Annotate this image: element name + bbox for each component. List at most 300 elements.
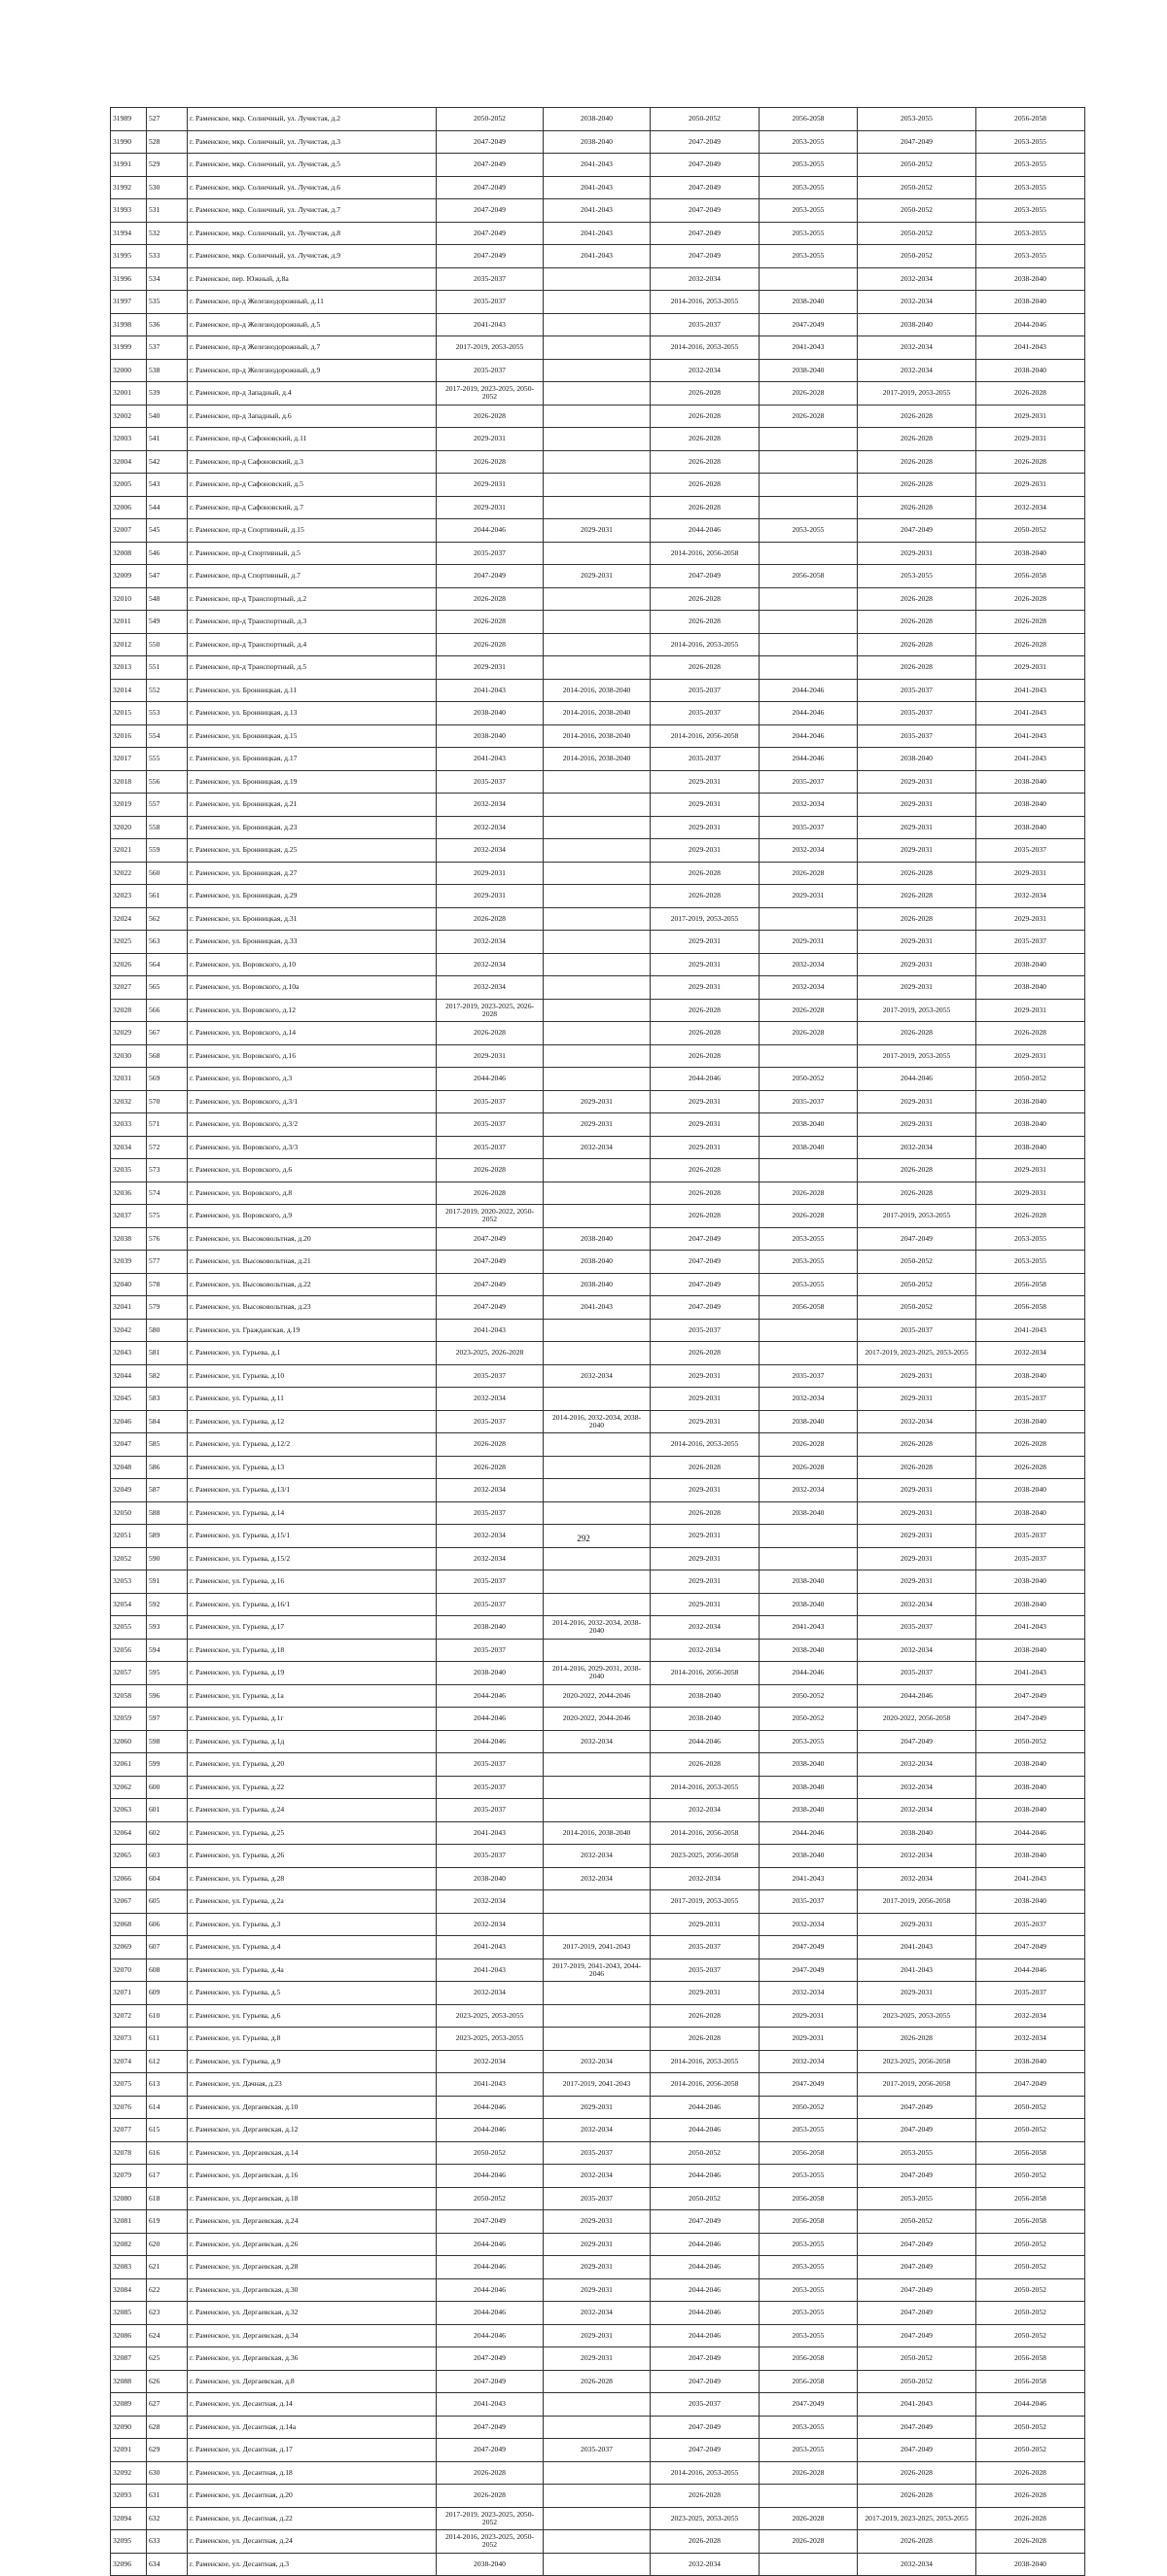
address-cell: г. Раменское, пр-д Сафоновский, д.3	[188, 450, 437, 474]
period-3-cell: 2026-2028	[651, 428, 760, 451]
period-4-cell: 2041-2043	[760, 1867, 858, 1890]
period-3-cell: 2032-2034	[651, 1639, 760, 1662]
period-4-cell: 2038-2040	[760, 1593, 858, 1616]
address-cell: г. Раменское, пр-д Западный, д.6	[188, 405, 437, 428]
period-5-cell: 2026-2028	[858, 587, 976, 611]
period-5-cell: 2032-2034	[858, 1776, 976, 1799]
building-number-cell: 584	[147, 1410, 188, 1433]
table-row	[111, 1044, 1085, 1068]
period-2-cell	[544, 382, 651, 406]
period-5-cell: 2029-2031	[858, 931, 976, 954]
period-1-cell: 2032-2034	[437, 794, 544, 817]
building-number-cell: 552	[147, 679, 188, 702]
table-row	[111, 816, 1085, 839]
period-2-cell	[544, 1182, 651, 1205]
address-cell: г. Раменское, ул. Бронницкая, д.15	[188, 724, 437, 748]
period-6-cell: 2041-2043	[976, 679, 1085, 702]
period-3-cell: 2035-2037	[651, 313, 760, 336]
row-number-cell: 32039	[111, 1251, 147, 1274]
period-5-cell: 2029-2031	[858, 1479, 976, 1502]
period-4-cell: 2032-2034	[760, 1913, 858, 1936]
building-number-cell: 567	[147, 1022, 188, 1045]
row-number-cell: 32094	[111, 2507, 147, 2530]
schedule-table-container	[110, 107, 1084, 2576]
period-6-cell: 2038-2040	[976, 1364, 1085, 1388]
period-2-cell: 2020-2022, 2044-2046	[544, 1708, 651, 1731]
period-5-cell: 2050-2052	[858, 2347, 976, 2371]
period-4-cell	[760, 633, 858, 656]
period-1-cell: 2038-2040	[437, 1616, 544, 1640]
table-row	[111, 336, 1085, 360]
period-5-cell: 2029-2031	[858, 1364, 976, 1388]
period-4-cell: 2032-2034	[760, 1479, 858, 1502]
row-number-cell: 32015	[111, 702, 147, 725]
address-cell: г. Раменское, мкр. Солнечный, ул. Лучистая, д.2	[188, 108, 437, 131]
address-cell: г. Раменское, ул. Дергаевская, д.28	[188, 2256, 437, 2279]
period-6-cell: 2026-2028	[976, 2461, 1085, 2485]
period-4-cell: 2053-2055	[760, 1730, 858, 1753]
period-5-cell: 2026-2028	[858, 1159, 976, 1182]
address-cell: г. Раменское, ул. Бронницкая, д.11	[188, 679, 437, 702]
period-6-cell: 2053-2055	[976, 154, 1085, 177]
table-row	[111, 565, 1085, 588]
address-cell: г. Раменское, ул. Дергаевская, д.8	[188, 2370, 437, 2393]
period-2-cell	[544, 1890, 651, 1914]
building-number-cell: 630	[147, 2461, 188, 2485]
building-number-cell: 558	[147, 816, 188, 839]
building-number-cell: 625	[147, 2347, 188, 2371]
period-6-cell: 2035-2037	[976, 1547, 1085, 1570]
period-4-cell: 2032-2034	[760, 1982, 858, 2005]
building-number-cell: 610	[147, 2004, 188, 2028]
address-cell: г. Раменское, ул. Десантная, д.20	[188, 2485, 437, 2508]
period-3-cell: 2014-2016, 2053-2055	[651, 633, 760, 656]
period-3-cell: 2029-2031	[651, 1525, 760, 1548]
address-cell: г. Раменское, ул. Гурьева, д.11	[188, 1388, 437, 1411]
period-6-cell: 2035-2037	[976, 1913, 1085, 1936]
period-4-cell: 2053-2055	[760, 2278, 858, 2302]
period-4-cell: 2038-2040	[760, 1570, 858, 1594]
building-number-cell: 601	[147, 1799, 188, 1822]
address-cell: г. Раменское, мкр. Солнечный, ул. Лучистая, д.6	[188, 176, 437, 199]
building-number-cell: 577	[147, 1251, 188, 1274]
address-cell: г. Раменское, ул. Десантная, д.14а	[188, 2416, 437, 2439]
period-3-cell: 2047-2049	[651, 2439, 760, 2462]
period-3-cell: 2047-2049	[651, 2347, 760, 2371]
period-3-cell: 2035-2037	[651, 702, 760, 725]
period-4-cell: 2053-2055	[760, 519, 858, 543]
address-cell: г. Раменское, ул. Гурьева, д.18	[188, 1639, 437, 1662]
period-1-cell: 2029-2031	[437, 862, 544, 885]
building-number-cell: 527	[147, 108, 188, 131]
building-number-cell: 609	[147, 1982, 188, 2005]
table-row	[111, 428, 1085, 451]
address-cell: г. Раменское, ул. Десантная, д.24	[188, 2530, 437, 2554]
period-1-cell: 2017-2019, 2053-2055	[437, 336, 544, 360]
period-5-cell: 2050-2052	[858, 245, 976, 268]
period-2-cell	[544, 405, 651, 428]
period-5-cell: 2050-2052	[858, 154, 976, 177]
period-4-cell: 2038-2040	[760, 1776, 858, 1799]
address-cell: г. Раменское, ул. Дергаевская, д.12	[188, 2119, 437, 2142]
period-5-cell: 2038-2040	[858, 313, 976, 336]
building-number-cell: 615	[147, 2119, 188, 2142]
period-4-cell: 2032-2034	[760, 953, 858, 976]
period-2-cell: 2014-2016, 2038-2040	[544, 679, 651, 702]
period-5-cell: 2017-2019, 2023-2025, 2053-2055	[858, 1342, 976, 1365]
building-number-cell: 581	[147, 1342, 188, 1365]
address-cell: г. Раменское, ул. Гурьева, д.20	[188, 1753, 437, 1777]
table-row	[111, 931, 1085, 954]
period-5-cell: 2017-2019, 2056-2058	[858, 2073, 976, 2097]
building-number-cell: 587	[147, 1479, 188, 1502]
address-cell: г. Раменское, ул. Высоковольтная, д.20	[188, 1227, 437, 1251]
building-number-cell: 553	[147, 702, 188, 725]
building-number-cell: 623	[147, 2302, 188, 2325]
table-row	[111, 724, 1085, 748]
period-2-cell	[544, 931, 651, 954]
table-row	[111, 245, 1085, 268]
period-2-cell	[544, 611, 651, 634]
table-row	[111, 1342, 1085, 1365]
address-cell: г. Раменское, ул. Гурьева, д.8	[188, 2028, 437, 2051]
table-row	[111, 405, 1085, 428]
address-cell: г. Раменское, ул. Бронницкая, д.29	[188, 885, 437, 908]
address-cell: г. Раменское, ул. Гурьева, д.1д	[188, 1730, 437, 1753]
table-row	[111, 1273, 1085, 1296]
period-2-cell: 2035-2037	[544, 2439, 651, 2462]
period-1-cell: 2026-2028	[437, 611, 544, 634]
period-2-cell	[544, 885, 651, 908]
table-row	[111, 108, 1085, 131]
period-5-cell: 2047-2049	[858, 519, 976, 543]
building-number-cell: 598	[147, 1730, 188, 1753]
period-2-cell	[544, 1547, 651, 1570]
period-5-cell: 2026-2028	[858, 2485, 976, 2508]
row-number-cell: 32026	[111, 953, 147, 976]
period-6-cell: 2029-2031	[976, 474, 1085, 497]
building-number-cell: 607	[147, 1936, 188, 1959]
period-5-cell: 2050-2052	[858, 2210, 976, 2234]
period-5-cell: 2050-2052	[858, 2370, 976, 2393]
building-number-cell: 569	[147, 1068, 188, 1091]
period-2-cell: 2035-2037	[544, 2187, 651, 2210]
period-1-cell: 2044-2046	[437, 2233, 544, 2256]
period-5-cell: 2047-2049	[858, 2302, 976, 2325]
row-number-cell: 32089	[111, 2393, 147, 2417]
period-5-cell: 2047-2049	[858, 2256, 976, 2279]
row-number-cell: 32087	[111, 2347, 147, 2371]
period-4-cell: 2053-2055	[760, 1251, 858, 1274]
building-number-cell: 591	[147, 1570, 188, 1594]
period-3-cell: 2029-2031	[651, 816, 760, 839]
address-cell: г. Раменское, ул. Дачная, д.23	[188, 2073, 437, 2097]
period-4-cell	[760, 542, 858, 565]
period-4-cell: 2056-2058	[760, 2210, 858, 2234]
table-row	[111, 1547, 1085, 1570]
period-1-cell: 2026-2028	[437, 633, 544, 656]
period-4-cell: 2035-2037	[760, 816, 858, 839]
address-cell: г. Раменское, пр-д Железнодорожный, д.9	[188, 359, 437, 382]
building-number-cell: 602	[147, 1821, 188, 1845]
period-3-cell: 2029-2031	[651, 794, 760, 817]
period-3-cell: 2032-2034	[651, 1616, 760, 1640]
period-1-cell: 2017-2019, 2023-2025, 2026-2028	[437, 999, 544, 1022]
building-number-cell: 606	[147, 1913, 188, 1936]
period-4-cell: 2053-2055	[760, 2256, 858, 2279]
period-4-cell: 2026-2028	[760, 999, 858, 1022]
table-row	[111, 2302, 1085, 2325]
period-6-cell: 2056-2058	[976, 565, 1085, 588]
table-row	[111, 1251, 1085, 1274]
period-6-cell: 2035-2037	[976, 1525, 1085, 1548]
table-row	[111, 1227, 1085, 1251]
period-5-cell: 2029-2031	[858, 839, 976, 863]
period-3-cell: 2047-2049	[651, 1227, 760, 1251]
period-4-cell: 2050-2052	[760, 1068, 858, 1091]
period-1-cell: 2035-2037	[437, 359, 544, 382]
period-5-cell: 2017-2019, 2053-2055	[858, 1044, 976, 1068]
table-row	[111, 2004, 1085, 2028]
period-5-cell: 2047-2049	[858, 1227, 976, 1251]
address-cell: г. Раменское, мкр. Солнечный, ул. Лучистая, д.9	[188, 245, 437, 268]
period-1-cell: 2032-2034	[437, 1479, 544, 1502]
period-3-cell: 2023-2025, 2053-2055	[651, 2507, 760, 2530]
address-cell: г. Раменское, пр-д Сафоновский, д.5	[188, 474, 437, 497]
building-number-cell: 611	[147, 2028, 188, 2051]
address-cell: г. Раменское, ул. Высоковольтная, д.23	[188, 1296, 437, 1320]
address-cell: г. Раменское, ул. Воровского, д.3/1	[188, 1090, 437, 1113]
period-5-cell: 2017-2019, 2023-2025, 2053-2055	[858, 2507, 976, 2530]
period-6-cell: 2035-2037	[976, 931, 1085, 954]
building-number-cell: 624	[147, 2324, 188, 2347]
period-2-cell	[544, 1501, 651, 1525]
period-1-cell: 2047-2049	[437, 199, 544, 223]
building-number-cell: 532	[147, 222, 188, 245]
period-2-cell: 2032-2034	[544, 1364, 651, 1388]
table-row	[111, 2096, 1085, 2119]
period-2-cell	[544, 2530, 651, 2554]
period-3-cell: 2032-2034	[651, 267, 760, 291]
table-row	[111, 1616, 1085, 1640]
period-4-cell	[760, 907, 858, 931]
building-number-cell: 626	[147, 2370, 188, 2393]
row-number-cell: 32023	[111, 885, 147, 908]
building-number-cell: 536	[147, 313, 188, 336]
address-cell: г. Раменское, ул. Бронницкая, д.21	[188, 794, 437, 817]
period-3-cell: 2047-2049	[651, 2370, 760, 2393]
period-4-cell	[760, 656, 858, 680]
period-2-cell: 2032-2034	[544, 2119, 651, 2142]
address-cell: г. Раменское, ул. Высоковольтная, д.21	[188, 1251, 437, 1274]
building-number-cell: 594	[147, 1639, 188, 1662]
period-1-cell: 2026-2028	[437, 2461, 544, 2485]
period-3-cell: 2050-2052	[651, 2187, 760, 2210]
period-2-cell	[544, 2416, 651, 2439]
period-4-cell: 2053-2055	[760, 1273, 858, 1296]
period-5-cell: 2047-2049	[858, 2119, 976, 2142]
period-1-cell: 2032-2034	[437, 1525, 544, 1548]
schedule-table-body	[111, 108, 1085, 2576]
period-2-cell	[544, 862, 651, 885]
period-4-cell: 2026-2028	[760, 1456, 858, 1479]
period-5-cell: 2032-2034	[858, 1593, 976, 1616]
table-row	[111, 679, 1085, 702]
period-4-cell	[760, 1342, 858, 1365]
table-row	[111, 839, 1085, 863]
period-4-cell: 2050-2052	[760, 1708, 858, 1731]
address-cell: г. Раменское, ул. Десантная, д.14	[188, 2393, 437, 2417]
building-number-cell: 568	[147, 1044, 188, 1068]
period-6-cell: 2056-2058	[976, 2347, 1085, 2371]
period-5-cell: 2029-2031	[858, 1388, 976, 1411]
period-1-cell: 2044-2046	[437, 2096, 544, 2119]
period-3-cell: 2029-2031	[651, 1410, 760, 1433]
period-1-cell: 2041-2043	[437, 1821, 544, 1845]
period-2-cell: 2032-2034	[544, 1136, 651, 1159]
period-1-cell: 2032-2034	[437, 1913, 544, 1936]
period-4-cell: 2047-2049	[760, 1958, 858, 1982]
table-row	[111, 2530, 1085, 2554]
period-1-cell: 2035-2037	[437, 1593, 544, 1616]
period-5-cell: 2026-2028	[858, 450, 976, 474]
table-row	[111, 1433, 1085, 1457]
period-3-cell: 2047-2049	[651, 154, 760, 177]
period-3-cell: 2047-2049	[651, 1296, 760, 1320]
period-1-cell: 2047-2049	[437, 2210, 544, 2234]
period-5-cell: 2032-2034	[858, 1867, 976, 1890]
row-number-cell: 32002	[111, 405, 147, 428]
period-1-cell: 2038-2040	[437, 702, 544, 725]
period-3-cell: 2035-2037	[651, 679, 760, 702]
period-6-cell: 2038-2040	[976, 1136, 1085, 1159]
period-3-cell: 2026-2028	[651, 2485, 760, 2508]
period-3-cell: 2026-2028	[651, 1022, 760, 1045]
building-number-cell: 557	[147, 794, 188, 817]
period-2-cell: 2041-2043	[544, 199, 651, 223]
period-2-cell: 2029-2031	[544, 1090, 651, 1113]
building-number-cell: 617	[147, 2165, 188, 2188]
address-cell: г. Раменское, ул. Гурьева, д.24	[188, 1799, 437, 1822]
period-5-cell: 2050-2052	[858, 1251, 976, 1274]
period-5-cell: 2023-2025, 2053-2055	[858, 2004, 976, 2028]
address-cell: г. Раменское, пр-д Транспортный, д.5	[188, 656, 437, 680]
period-6-cell: 2041-2043	[976, 1662, 1085, 1685]
row-number-cell: 32077	[111, 2119, 147, 2142]
period-6-cell: 2041-2043	[976, 724, 1085, 748]
row-number-cell: 32035	[111, 1159, 147, 1182]
period-5-cell: 2029-2031	[858, 1525, 976, 1548]
building-number-cell: 533	[147, 245, 188, 268]
table-row	[111, 1982, 1085, 2005]
building-number-cell: 530	[147, 176, 188, 199]
address-cell: г. Раменское, ул. Гурьева, д.1г	[188, 1708, 437, 1731]
building-number-cell: 534	[147, 267, 188, 291]
period-6-cell: 2038-2040	[976, 1753, 1085, 1777]
period-4-cell: 2053-2055	[760, 154, 858, 177]
table-row	[111, 1593, 1085, 1616]
period-6-cell: 2029-2031	[976, 1044, 1085, 1068]
table-row	[111, 999, 1085, 1022]
period-3-cell: 2029-2031	[651, 1913, 760, 1936]
address-cell: г. Раменское, пр-д Транспортный, д.3	[188, 611, 437, 634]
building-number-cell: 628	[147, 2416, 188, 2439]
address-cell: г. Раменское, ул. Бронницкая, д.27	[188, 862, 437, 885]
address-cell: г. Раменское, ул. Воровского, д.8	[188, 1182, 437, 1205]
period-4-cell: 2056-2058	[760, 1296, 858, 1320]
address-cell: г. Раменское, ул. Гурьева, д.1	[188, 1342, 437, 1365]
period-5-cell: 2053-2055	[858, 565, 976, 588]
row-number-cell: 32012	[111, 633, 147, 656]
period-5-cell: 2041-2043	[858, 2393, 976, 2417]
table-row	[111, 474, 1085, 497]
table-row	[111, 2278, 1085, 2302]
building-number-cell: 542	[147, 450, 188, 474]
period-6-cell: 2053-2055	[976, 199, 1085, 223]
row-number-cell: 32020	[111, 816, 147, 839]
period-1-cell: 2044-2046	[437, 2302, 544, 2325]
period-2-cell: 2029-2031	[544, 519, 651, 543]
period-1-cell: 2044-2046	[437, 2165, 544, 2188]
address-cell: г. Раменское, пр-д Спортивный, д.15	[188, 519, 437, 543]
row-number-cell: 31990	[111, 130, 147, 154]
period-6-cell: 2050-2052	[976, 1068, 1085, 1091]
period-4-cell: 2026-2028	[760, 405, 858, 428]
period-2-cell	[544, 1982, 651, 2005]
period-1-cell: 2029-2031	[437, 428, 544, 451]
period-3-cell: 2047-2049	[651, 2416, 760, 2439]
table-row	[111, 542, 1085, 565]
period-1-cell: 2038-2040	[437, 2553, 544, 2576]
row-number-cell: 32052	[111, 1547, 147, 1570]
period-1-cell: 2050-2052	[437, 2187, 544, 2210]
period-2-cell: 2032-2034	[544, 2165, 651, 2188]
building-number-cell: 543	[147, 474, 188, 497]
address-cell: г. Раменское, пр-д Железнодорожный, д.11	[188, 291, 437, 314]
address-cell: г. Раменское, ул. Гурьева, д.14	[188, 1501, 437, 1525]
period-6-cell: 2038-2040	[976, 794, 1085, 817]
building-number-cell: 616	[147, 2141, 188, 2165]
table-row	[111, 1068, 1085, 1091]
period-3-cell: 2026-2028	[651, 1044, 760, 1068]
period-4-cell: 2032-2034	[760, 976, 858, 1000]
period-2-cell	[544, 1456, 651, 1479]
period-6-cell: 2038-2040	[976, 2553, 1085, 2576]
period-1-cell: 2026-2028	[437, 450, 544, 474]
row-number-cell: 32085	[111, 2302, 147, 2325]
period-1-cell: 2032-2034	[437, 931, 544, 954]
period-6-cell: 2029-2031	[976, 862, 1085, 885]
period-5-cell: 2047-2049	[858, 130, 976, 154]
period-5-cell: 2026-2028	[858, 656, 976, 680]
period-2-cell: 2032-2034	[544, 2302, 651, 2325]
period-4-cell: 2038-2040	[760, 291, 858, 314]
period-2-cell	[544, 999, 651, 1022]
period-3-cell: 2029-2031	[651, 1136, 760, 1159]
building-number-cell: 578	[147, 1273, 188, 1296]
address-cell: г. Раменское, ул. Гурьева, д.16/1	[188, 1593, 437, 1616]
period-2-cell: 2029-2031	[544, 2256, 651, 2279]
period-2-cell	[544, 770, 651, 794]
period-5-cell: 2050-2052	[858, 1296, 976, 1320]
row-number-cell: 32073	[111, 2028, 147, 2051]
period-4-cell	[760, 428, 858, 451]
building-number-cell: 599	[147, 1753, 188, 1777]
address-cell: г. Раменское, ул. Бронницкая, д.31	[188, 907, 437, 931]
table-row	[111, 702, 1085, 725]
period-2-cell	[544, 587, 651, 611]
row-number-cell: 32028	[111, 999, 147, 1022]
